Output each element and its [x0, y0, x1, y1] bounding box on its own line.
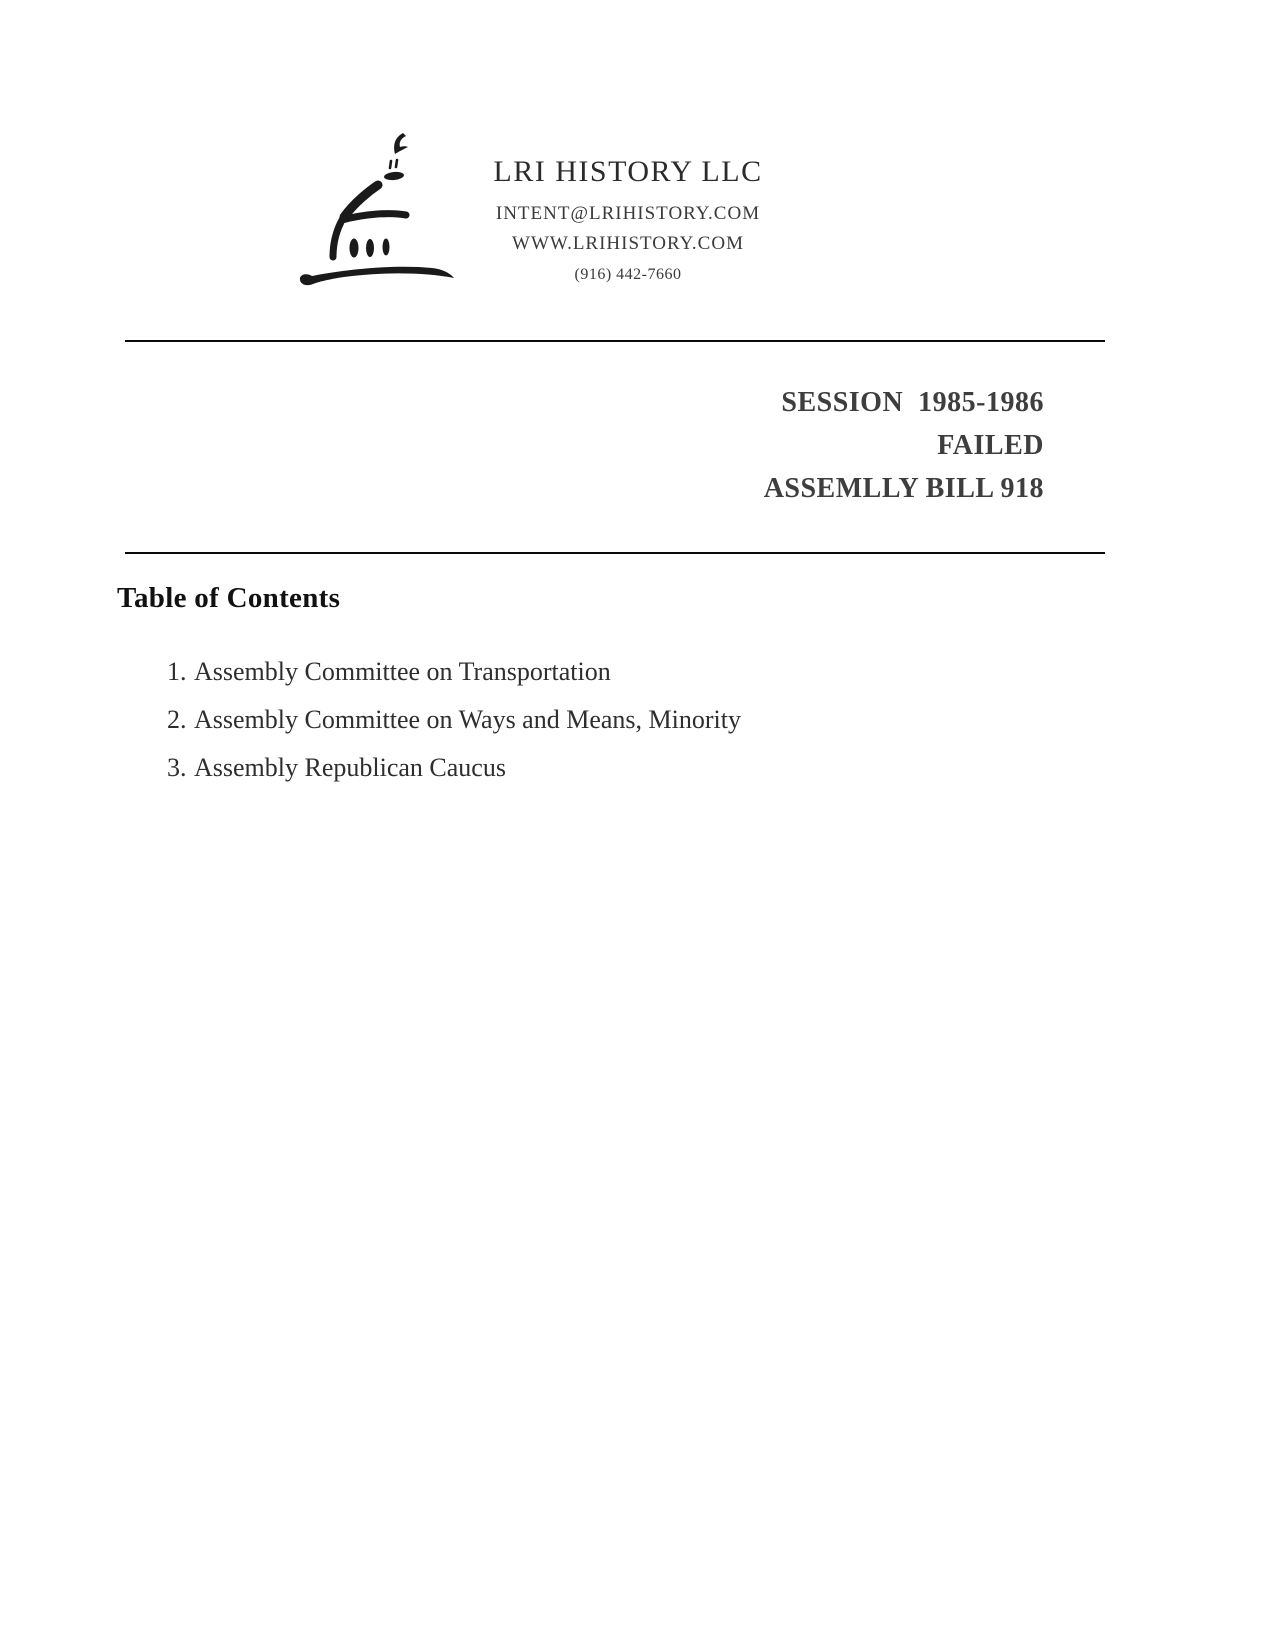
toc-item-number: 3.	[167, 753, 187, 782]
toc-item-number: 1.	[167, 657, 187, 686]
company-phone: (916) 442-7660	[574, 266, 682, 283]
horizontal-rule-top	[125, 340, 1105, 342]
company-name: LRI HISTORY LLC	[493, 155, 763, 188]
toc-item	[167, 648, 741, 696]
toc-item	[167, 696, 741, 744]
session-block	[764, 381, 1044, 510]
toc-item	[167, 744, 741, 792]
toc-item-label: Assembly Republican Caucus	[194, 753, 506, 782]
bill-number: ASSEMLLY BILL 918	[763, 473, 1044, 504]
company-email: INTENT@LRIHISTORY.COM	[495, 203, 761, 224]
toc-item-label: Assembly Committee on Ways and Means, Minority	[194, 705, 741, 734]
toc-list	[167, 648, 741, 792]
session-years: SESSION 1985-1986	[781, 387, 1044, 418]
toc-item-number: 2.	[167, 705, 187, 734]
letterhead	[428, 153, 828, 286]
horizontal-rule-bottom	[125, 552, 1105, 554]
toc-heading: Table of Contents	[117, 582, 341, 614]
company-website: WWW.LRIHISTORY.COM	[512, 233, 744, 254]
bill-status: FAILED	[937, 430, 1044, 461]
toc-item-label: Assembly Committee on Transportation	[194, 657, 611, 686]
